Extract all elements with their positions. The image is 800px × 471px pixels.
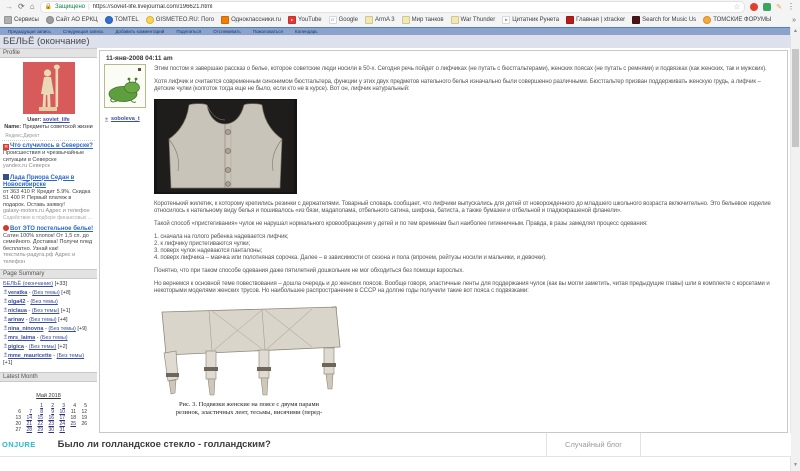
ad-extra-text: Содействие в подборе финансовых ... — [3, 214, 92, 221]
name-label: Name: — [4, 124, 22, 130]
promo-blog-name[interactable]: ONJURE — [2, 440, 36, 449]
calendar-day: 5 — [84, 403, 87, 409]
ad-title-row — [3, 143, 94, 150]
post-paragraph: Этим постом я завершаю рассказ о белье, которое советские люди носили в 50-х. Сегодня речь пойдет о лифчиках (не путать с бюстгальтерами), женских поясах (не путать с ремнями) и подвязках (как женских, так и мужских). — [154, 66, 767, 72]
post-paragraph: Хотя лифчик и считается современным синонимом бюстгальтера, функции у этих двух предметов нательного белья изначально были совершенно различными. Бюстгальтер призван поддерживать женскую грудь, а лифчик – детские чулки (колготок тогда еще не было, если кто не в курсе). Вот он, лифчик натуральный: — [154, 79, 761, 92]
author-userpic-block — [104, 64, 148, 122]
dressing-steps-list — [154, 234, 781, 262]
summary-entry-link[interactable]: БЕЛЬЁ (окончание) — [3, 281, 54, 287]
calendar-day: 26 — [81, 421, 87, 427]
calendar-day-link[interactable]: 7 — [29, 409, 32, 415]
bookmark-label: War Thunder — [460, 17, 496, 23]
calendar-day-link[interactable]: 3 — [62, 403, 65, 409]
bookmark-favicon-icon: b — [502, 16, 510, 24]
calendar-day-link[interactable]: 1 — [40, 403, 43, 409]
bookmark-label: Search for Music Us — [642, 17, 697, 23]
bookmark-item[interactable] — [46, 16, 98, 24]
figure-caption-line1: Рис. 3. Подвязки женские на поясе с двумя парами — [178, 401, 320, 408]
pencil-extension-icon[interactable]: ✎ — [776, 3, 782, 11]
ad-title-link[interactable]: Вот ЭТО постельное белье! — [10, 225, 94, 232]
bookmark-favicon-icon — [4, 16, 12, 24]
summary-username-link[interactable]: mrs_laima — [8, 335, 36, 341]
rds-extension-icon[interactable] — [763, 3, 771, 11]
address-bar[interactable] — [40, 1, 746, 13]
ad-title-link[interactable]: Что случилось в Северске? — [10, 143, 93, 149]
random-blog-button[interactable]: Случайный блог — [546, 433, 641, 456]
summary-subject-link[interactable]: (Без темы) — [56, 353, 85, 359]
bookmark-favicon-icon: ▸ — [288, 16, 296, 24]
summary-username-link[interactable]: niclaua — [8, 308, 27, 314]
bookmark-favicon-icon — [146, 16, 154, 24]
page-scrollbar[interactable] — [790, 27, 800, 471]
summary-username-link[interactable]: arinav — [8, 317, 25, 323]
summary-username-link[interactable]: nina_ninovna — [8, 326, 44, 332]
author-userpic-frog[interactable] — [104, 64, 146, 108]
calendar-day-link[interactable]: 16 — [48, 415, 54, 421]
ad-item — [3, 174, 94, 221]
calendar-day: 6 — [18, 409, 21, 415]
nav-strip-link[interactable]: Пожаловаться — [252, 28, 283, 34]
post-paragraph: Такой способ «пристегивания» чулок не нарушал нормального кровообращения у детей и по тем временам был наиболее гигиеничным. Правда, в разы замедлял процесс одевания: — [154, 221, 648, 227]
ad-description: Происшествия и чрезвычайные ситуации в Северске — [3, 150, 85, 163]
chrome-menu-icon[interactable]: ⋮ — [787, 2, 795, 11]
bookmarks-overflow-icon[interactable]: » — [792, 16, 796, 24]
summary-comment-entry: niclaua - (Без темы) [+1] — [3, 307, 94, 315]
address-separator: | — [88, 3, 90, 10]
nav-strip-link[interactable]: Отслеживать — [213, 28, 241, 34]
calendar-day-link[interactable]: 10 — [59, 409, 65, 415]
bookmarks-bar — [0, 13, 800, 28]
profile-header: Profile — [0, 48, 97, 58]
calendar-day: 20 — [15, 421, 21, 427]
summary-username-link[interactable]: olga42 — [8, 299, 26, 305]
bookmark-favicon-icon — [632, 16, 640, 24]
calendar-day-link[interactable]: 15 — [37, 415, 43, 421]
figure-caption-line2: резинок, эластичных лент, тесьмы, висячими (перед- — [175, 408, 323, 416]
footer-promo-bar — [0, 433, 791, 457]
bookmark-item[interactable] — [451, 16, 496, 24]
summary-subject-link[interactable]: (Без темы) — [32, 290, 60, 296]
profile-name-line — [0, 124, 97, 131]
url-text[interactable]: https://soviet-life.livejournal.com/196621.html — [92, 3, 213, 10]
calendar-day-link[interactable]: 23 — [48, 421, 54, 427]
calendar-day-link[interactable]: 14 — [26, 415, 32, 421]
ad-title-link[interactable]: Лада Приора Седан в Новосибирске — [3, 174, 75, 188]
bookmark-item[interactable] — [632, 16, 696, 24]
calendar — [0, 382, 97, 433]
bookmark-favicon-icon — [221, 16, 229, 24]
page-summary-list — [0, 279, 97, 372]
bookmark-label: Цитатник Рунета — [512, 17, 560, 23]
ad-title-row — [3, 174, 94, 189]
summary-subject-link[interactable]: (Без темы) — [30, 299, 58, 305]
nav-strip-link[interactable]: Календарь — [294, 28, 318, 34]
ad-favicon-icon — [3, 225, 9, 231]
summary-subject-link[interactable]: (Без темы) — [48, 326, 76, 332]
ad-favicon-icon: Я — [4, 144, 8, 149]
calendar-day: 18 — [70, 415, 76, 421]
ad-item — [3, 225, 94, 266]
calendar-day-link[interactable]: 2 — [51, 403, 54, 409]
bookmark-item[interactable] — [288, 16, 322, 24]
summary-subject-link[interactable]: (Без темы) — [29, 317, 57, 323]
security-label: Защищено — [55, 3, 86, 10]
bookmark-label: ТОМСКИЕ ФОРУМЫ — [713, 17, 772, 23]
bookmark-item[interactable] — [703, 16, 771, 24]
calendar-day-link[interactable]: 30 — [48, 427, 54, 433]
calendar-day-link[interactable]: 22 — [37, 421, 43, 427]
author-byline — [104, 116, 148, 122]
calendar-day: 11 — [70, 409, 76, 415]
summary-username-link[interactable]: mme_mauricette — [8, 353, 52, 359]
bookmark-favicon-icon — [105, 16, 113, 24]
bookmark-label: Главная | xtracker — [576, 17, 626, 23]
ads-block — [0, 143, 97, 265]
summary-comment-entry: mrs_laima - (Без темы) — [3, 334, 94, 342]
bookmark-favicon-icon — [566, 16, 574, 24]
summary-username-link[interactable]: veratka — [8, 290, 28, 296]
ad-description: Сатин 100% хлопок! От 1,5 сп. до семейного. Доставка! Получи плед бесплатно. Узнай как! — [3, 232, 93, 252]
bookmark-label: TOMTEL — [114, 17, 139, 23]
bookmark-label: Сайт АО ЕРКЦ — [55, 17, 98, 23]
summary-username-link[interactable]: pigica — [8, 344, 24, 350]
calendar-day: 12 — [81, 409, 87, 415]
page-summary-header: Page Summary — [0, 269, 97, 279]
nav-strip-link[interactable]: Добавить комментарий — [115, 28, 165, 34]
calendar-month-link[interactable]: Май 2018 — [36, 393, 61, 399]
community-name: Предметы советской жизни — [22, 124, 93, 130]
ad-item — [3, 143, 94, 170]
ad-domain[interactable]: galaxy-motors.ru Адрес и телефон — [3, 208, 90, 214]
bookmark-item[interactable] — [105, 16, 139, 24]
forward-icon[interactable]: → — [5, 1, 13, 11]
nav-strip-link[interactable]: Следующая запись — [62, 28, 104, 34]
post-paragraph: Понятно, что при таком способе одевания даже пятилетний дошкольник не мог обходиться без помощи взрослых. — [154, 268, 464, 274]
post-paragraph: Коротенький жилетик, к которому крепились резинки с держателями. Товарный словарь сообщает, что лифчики выпускались для детей от новорожденного до младшего школьного возраста включительно. Это бельевое изделие относилось к нательному виду белья и пошивалось «из бязи, мадаполама, отбельного сатина, шифона, батиста, а также бумазеи и отбельной и гладкокрашеной фланели». — [154, 201, 771, 214]
bookmark-label: GISMETEO.RU: Пого — [155, 17, 215, 23]
calendar-table — [10, 403, 87, 433]
bookmark-label: Google — [338, 17, 358, 23]
home-icon[interactable]: ⌂ — [29, 1, 35, 11]
bookmark-label: Мир танков — [411, 17, 444, 23]
calendar-day-link[interactable]: 8 — [40, 409, 43, 415]
summary-comment-entry: nina_ninovna - (Без темы) [+9] — [3, 325, 94, 333]
bookmark-favicon-icon — [365, 16, 373, 24]
garter-belt-drawing — [154, 301, 344, 401]
calendar-day-link[interactable]: 24 — [59, 421, 65, 427]
calendar-day: 4 — [73, 403, 76, 409]
post-paragraph: Но вернемся к основной теме повествования – дошла очередь и до женских поясов. Вообще говоря, эластичные ленты для поддержания чулок (как вы могли заметить, читая предыдущие главы) шли в комплекте с корсетами и некоторыми моделями женских трусов. Но наибольшее распространение в СССР на долгие годы получили такие вот пояса с подвязками: — [154, 281, 770, 294]
nav-strip-link[interactable]: Предыдущая запись — [8, 28, 51, 34]
step-item: 3. поверх чулок надеваются панталоны; — [154, 248, 263, 254]
bookmark-star-icon[interactable]: ☆ — [733, 3, 741, 11]
calendar-day-link[interactable]: 17 — [59, 415, 65, 421]
entry-title-bar — [0, 35, 791, 48]
post-date: 11-янв-2008 04:11 am — [106, 55, 173, 62]
calendar-day-link[interactable]: 9 — [51, 409, 54, 415]
garter-belt-figure — [154, 301, 344, 416]
summary-subject-link[interactable]: (Без темы) — [28, 344, 57, 350]
bookmark-favicon-icon — [46, 16, 54, 24]
summary-main-entry: БЕЛЬЁ (окончание) [+33] — [3, 281, 67, 287]
calendar-day: 13 — [15, 415, 21, 421]
bookmark-label: ArmA 3 — [374, 17, 395, 23]
bookmark-item[interactable] — [4, 16, 39, 24]
nav-strip-link[interactable]: Поделиться — [176, 28, 202, 34]
latest-month-header: Latest Month — [0, 372, 97, 382]
step-item: 1. сначала на голого ребенка надевается лифчик; — [154, 234, 289, 240]
bookmark-favicon-icon: G — [329, 16, 337, 24]
summary-comment-entry: pigica - (Без темы) [+2] — [3, 343, 94, 351]
bookmarks-list — [4, 16, 771, 24]
scroll-up-icon[interactable]: ▲ — [793, 28, 798, 34]
community-userpic-statue[interactable] — [23, 62, 75, 114]
bookmark-favicon-icon — [703, 16, 711, 24]
profile-user-line — [0, 117, 97, 124]
ad-domain[interactable]: yandex.ru Северск — [3, 163, 50, 169]
yandex-direct-label: Яндекс.Директ — [2, 131, 95, 141]
step-item: 4. поверх лифчика – маечка или полотняная сорочка. Далее – в зависимости от сезона и пола (впрочем, рейтузы носили и мальчики, и девочки). — [154, 255, 547, 261]
bookmark-favicon-icon — [402, 16, 410, 24]
ad-title-row — [3, 225, 94, 233]
adblock-extension-icon[interactable] — [750, 3, 758, 11]
calendar-day: 19 — [81, 415, 87, 421]
lock-icon: 🔒 — [44, 3, 53, 10]
bookmark-favicon-icon — [451, 16, 459, 24]
vest-photo — [154, 99, 297, 194]
userhead-icon — [104, 117, 109, 122]
bookmark-label: YouTube — [298, 17, 322, 23]
ad-favicon-icon — [3, 174, 9, 180]
browser-toolbar — [0, 0, 800, 13]
reload-icon[interactable]: ⟳ — [18, 1, 25, 11]
calendar-day-link[interactable]: 31 — [59, 427, 65, 433]
summary-subject-link[interactable]: (Без темы) — [40, 335, 68, 341]
calendar-day-link[interactable]: 21 — [26, 421, 32, 427]
bookmark-item[interactable] — [146, 16, 214, 24]
bookmark-item[interactable] — [365, 16, 395, 24]
bookmark-label: Одноклассники.ru — [231, 17, 282, 23]
scroll-down-icon[interactable]: ▼ — [793, 462, 798, 468]
summary-comment-entry: mme_mauricette - (Без темы) [+1] — [3, 353, 85, 366]
summary-comment-entry: olga42 - (Без темы) — [3, 298, 94, 306]
community-link[interactable]: soviet_life — [42, 117, 70, 123]
summary-comment-entry: arinav - (Без темы) [+4] — [3, 316, 94, 324]
calendar-day-link[interactable]: 29 — [37, 427, 43, 433]
bookmark-item[interactable] — [402, 16, 444, 24]
sidebar — [0, 48, 97, 433]
summary-comment-entry: veratka - (Без темы) [+8] — [3, 289, 94, 297]
post-container — [99, 50, 788, 433]
ad-description: от 363 410 Р. Кредит 5.9%. Скидка 51 400 Р. Первый платеж в подарок. Оставь заявку! — [3, 188, 91, 208]
user-label: User: — [27, 117, 42, 123]
bookmark-label: Сервисы — [14, 17, 39, 23]
bookmark-item[interactable] — [566, 16, 625, 24]
page-title: БЕЛЬЁ (окончание) — [3, 36, 90, 47]
step-item: 2. к лифчику пристегиваются чулки; — [154, 241, 251, 247]
ad-domain[interactable]: текстиль-радуга.рф Адрес и телефон — [3, 252, 76, 265]
calendar-day-link[interactable]: 25 — [70, 421, 76, 427]
calendar-day-link[interactable]: 28 — [26, 427, 32, 433]
calendar-day: 27 — [15, 427, 21, 433]
promo-headline[interactable]: Было ли голландское стекло - голландским? — [57, 439, 271, 450]
scrollbar-thumb[interactable] — [792, 49, 799, 147]
post-body — [154, 66, 781, 416]
bookmark-item[interactable] — [329, 16, 358, 24]
author-link[interactable]: soboleva_t — [111, 116, 140, 122]
bookmark-item[interactable] — [221, 16, 281, 24]
bookmark-item[interactable] — [502, 16, 559, 24]
summary-subject-link[interactable]: (Без темы) — [31, 308, 60, 314]
